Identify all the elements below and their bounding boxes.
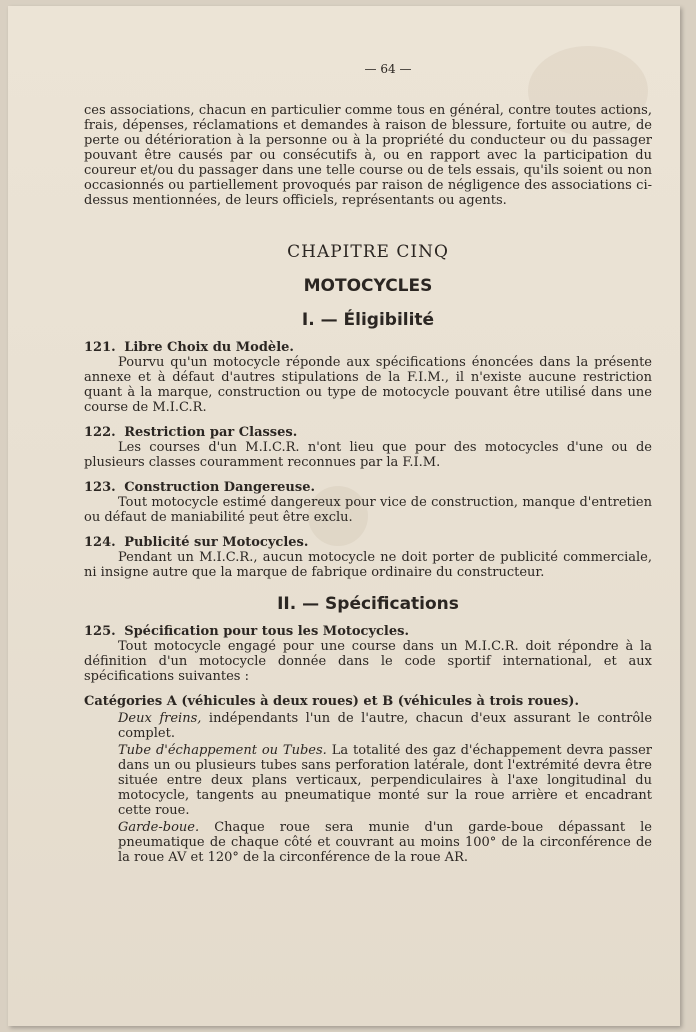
- item-lead: Tube d'échappement ou Tubes.: [118, 743, 327, 758]
- page-content: [84, 62, 652, 865]
- article-number: 123.: [84, 480, 116, 495]
- article-title: Spécification pour tous les Motocycles.: [124, 624, 409, 639]
- article-text: Les courses d'un M.I.C.R. n'ont lieu que pour des motocycles d'une ou de plusieurs classes couramment reconnues par la F.I.M.: [84, 440, 652, 470]
- article-121: [84, 340, 652, 415]
- chapter-title: CHAPITRE CINQ: [287, 242, 449, 262]
- item-text: La totalité des gaz d'échappement devra passer dans un ou plusieurs tubes sans perforation latérale, dont l'extrémité devra être située entre deux plans verticaux, perpendiculaires à l'axe longitudinal du motocycle, tangents au pneumatique monté sur la roue arrière et encadrant cette roue.: [118, 743, 653, 818]
- article-title: Libre Choix du Modèle.: [124, 340, 294, 355]
- article-number: 122.: [84, 425, 116, 440]
- category-item-brakes: [118, 711, 652, 741]
- item-lead: Garde-boue.: [118, 820, 200, 835]
- section-specifications-title: II. — Spécifications: [277, 594, 459, 614]
- article-text: Pendant un M.I.C.R., aucun motocycle ne doit porter de publicité commerciale, ni insigne autre que la marque de fabrique ordinaire du constructeur.: [84, 550, 652, 580]
- article-number: 125.: [84, 624, 116, 639]
- article-number: 121.: [84, 340, 116, 355]
- categories-heading: Catégories A (véhicules à deux roues) et B (véhicules à trois roues).: [84, 694, 579, 709]
- article-title: Restriction par Classes.: [124, 425, 298, 440]
- article-123: [84, 480, 652, 525]
- page-number: — 64 —: [364, 62, 412, 76]
- article-text: Tout motocycle estimé dangereux pour vice de construction, manque d'entretien ou défaut de maniabilité peut être exclu.: [84, 495, 652, 525]
- article-122: [84, 425, 652, 470]
- category-item-exhaust: [118, 743, 652, 818]
- article-124: [84, 535, 652, 580]
- item-text: indépendants l'un de l'autre, chacun d'eux assurant le contrôle complet.: [118, 711, 653, 741]
- document-page: [8, 6, 680, 1026]
- article-title: Construction Dangereuse.: [124, 480, 316, 495]
- section-eligibility-title: I. — Éligibilité: [301, 310, 435, 330]
- intro-paragraph: ces associations, chacun en particulier comme tous en général, contre toutes actions, frais, dépenses, réclamations et demandes à raison de blessure, fortuite ou autre, de perte ou détérioration à la personne ou à la propriété du conducteur ou du passager pouvant être causés par ou consécutifs à, ou en rapport avec la participation du coureur et/ou du passager dans une telle course ou de tels essais, qu'ils soient ou non occasionnés ou partiellement provoqués par raison de négligence des associations ci-dessus mentionnées, de leurs officiels, représentants ou agents.: [84, 103, 652, 208]
- article-125: [84, 624, 652, 684]
- item-lead: Deux freins,: [118, 711, 202, 726]
- category-item-mudguard: [118, 820, 652, 865]
- article-number: 124.: [84, 535, 116, 550]
- article-text: Pourvu qu'un motocycle réponde aux spécifications énoncées dans la présente annexe et à défaut d'autres stipulations de la F.I.M., il n'existe aucune restriction quant à la marque, construction ou type de motocycle pouvant être utilisé dans une course de M.I.C.R.: [84, 355, 652, 415]
- chapter-subject: MOTOCYCLES: [303, 276, 433, 296]
- article-title: Publicité sur Motocycles.: [124, 535, 309, 550]
- item-text: Chaque roue sera munie d'un garde-boue dépassant le pneumatique de chaque côté et couvrant au moins 100° de la circonférence de la roue AV et 120° de la circonférence de la roue AR.: [118, 820, 653, 865]
- article-text: Tout motocycle engagé pour une course dans un M.I.C.R. doit répondre à la définition d'un motocycle donnée dans le code sportif international, et aux spécifications suivantes :: [84, 639, 652, 684]
